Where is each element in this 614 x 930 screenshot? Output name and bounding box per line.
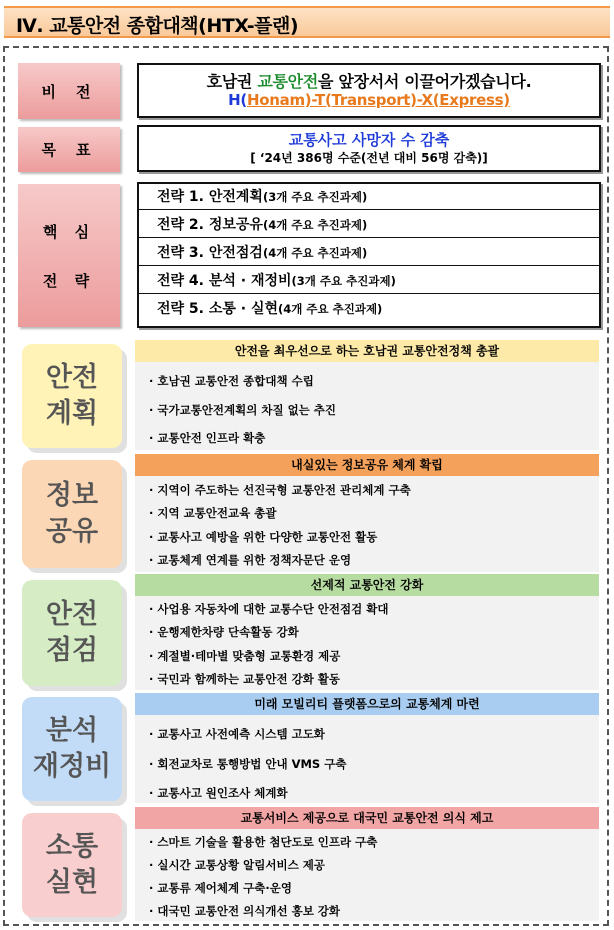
core-strategy-label bbox=[18, 184, 120, 327]
category-safety-inspection bbox=[22, 580, 122, 686]
strategy-count: (3개 주요 추진과제) bbox=[291, 274, 396, 288]
list-item: · 지역이 주도하는 선진국형 교통안전 관리체계 구축 bbox=[149, 483, 411, 497]
list-item: · 국가교통안전계획의 차질 없는 추진 bbox=[149, 403, 337, 417]
category-name-line1: 정보 bbox=[45, 480, 99, 512]
strategy-row bbox=[139, 184, 599, 210]
list-item: · 지역 교통안전교육 총괄 bbox=[149, 506, 277, 520]
list-item: · 교통류 제어체계 구축·운영 bbox=[149, 881, 292, 895]
slogan-h-rest: onam)-T( bbox=[259, 91, 332, 109]
category-name-line2: 공유 bbox=[45, 516, 99, 547]
vision-text-a: 호남권 bbox=[206, 72, 258, 91]
category-name-line1: 분석 bbox=[45, 715, 99, 747]
section-safety-inspection bbox=[135, 574, 599, 690]
goal-label bbox=[18, 127, 120, 172]
section-heading: 안전을 최우선으로 하는 호남권 교통안전정책 총괄 bbox=[135, 340, 599, 362]
list-item: · 교통사고 사전예측 시스템 고도화 bbox=[149, 727, 325, 741]
strategy-count: (3개 주요 추진과제) bbox=[262, 190, 368, 204]
list-item: · 회전교차로 통행방법 안내 VMS 구축 bbox=[149, 757, 347, 771]
list-item: · 교통사고 원인조사 체계화 bbox=[149, 786, 288, 800]
strategy-row bbox=[139, 240, 599, 266]
strategy-box bbox=[137, 182, 601, 328]
section-analysis-reorg bbox=[135, 693, 599, 803]
category-name-line2: 실현 bbox=[45, 867, 99, 898]
section-communication bbox=[135, 807, 599, 921]
strategy-title: 전략 3. 안전점검 bbox=[157, 245, 263, 261]
slogan-t-rest: ransport)-X( bbox=[339, 91, 440, 109]
strategy-count: (4개 주요 추진과제) bbox=[262, 218, 368, 232]
slogan-h-open: H( bbox=[228, 91, 247, 109]
category-name-line2: 계획 bbox=[45, 398, 99, 429]
vision-text-highlight: 교통안전 bbox=[257, 72, 318, 91]
list-item: · 국민과 함께하는 교통안전 강화 활동 bbox=[149, 672, 341, 686]
section-safety-plan bbox=[135, 340, 599, 450]
section-heading: 교통서비스 제공으로 대국민 교통안전 의식 제고 bbox=[135, 807, 599, 829]
title-bar bbox=[4, 6, 610, 38]
vision-slogan bbox=[139, 91, 599, 109]
vision-box bbox=[137, 63, 601, 118]
list-item: · 스마트 기술을 활용한 첨단도로 인프라 구축 bbox=[149, 835, 378, 849]
slogan-h-letter: H bbox=[246, 91, 260, 109]
strategy-count: (4개 주요 추진과제) bbox=[278, 302, 383, 316]
category-analysis-reorg bbox=[22, 697, 122, 801]
vision-text-c: 을 앞장서서 이끌어가겠습니다. bbox=[318, 72, 532, 91]
vision-statement bbox=[139, 69, 599, 92]
category-name-line1: 안전 bbox=[45, 599, 99, 631]
category-name-line1: 소통 bbox=[45, 831, 99, 863]
list-item: · 교통사고 예방을 위한 다양한 교통안전 활동 bbox=[149, 530, 378, 544]
strategy-count: (4개 주요 추진과제) bbox=[262, 246, 368, 260]
strategy-title: 전략 2. 정보공유 bbox=[157, 217, 263, 233]
goal-detail: [ ‘24년 386명 수준(전년 대비 56명 감축)] bbox=[250, 151, 488, 165]
section-heading: 내실있는 정보공유 체계 확립 bbox=[135, 454, 599, 476]
list-item: · 운행제한차량 단속활동 강화 bbox=[149, 625, 299, 639]
strategy-title: 전략 1. 안전계획 bbox=[157, 189, 263, 205]
category-name-line1: 안전 bbox=[45, 362, 99, 394]
strategy-row bbox=[139, 296, 599, 322]
goal-label-char1: 목 bbox=[41, 141, 62, 159]
goal-main: 교통사고 사망자 수 감축 bbox=[288, 131, 450, 149]
strategy-row bbox=[139, 268, 599, 294]
strategy-row bbox=[139, 212, 599, 238]
page-title: Ⅳ. 교통안전 종합대책(HTX-플랜) bbox=[16, 15, 299, 37]
slogan-x-letter: E bbox=[439, 91, 450, 109]
strategy-title: 전략 5. 소통 · 실현 bbox=[157, 301, 279, 317]
section-info-sharing bbox=[135, 454, 599, 572]
core-label-line2: 전 략 bbox=[42, 271, 96, 290]
category-communication bbox=[22, 813, 122, 917]
goal-label-char2: 표 bbox=[76, 141, 97, 159]
category-info-sharing bbox=[22, 460, 122, 568]
section-heading: 미래 모빌리티 플랫폼으로의 교통체계 마련 bbox=[135, 693, 599, 715]
list-item: · 교통체계 연계를 위한 정책자문단 운영 bbox=[149, 553, 352, 567]
slogan-t-letter: T bbox=[331, 91, 340, 109]
category-name-line2: 재정비 bbox=[32, 751, 112, 782]
vision-label-char1: 비 bbox=[41, 82, 62, 101]
list-item: · 대국민 교통안전 의식개선 홍보 강화 bbox=[149, 904, 341, 918]
list-item: · 호남권 교통안전 종합대책 수립 bbox=[149, 374, 314, 388]
slogan-x-rest: xpress) bbox=[449, 91, 510, 109]
core-label-line1: 핵 심 bbox=[42, 222, 96, 241]
strategy-title: 전략 4. 분석 · 재정비 bbox=[157, 273, 292, 289]
list-item: · 실시간 교통상황 알림서비스 제공 bbox=[149, 858, 325, 872]
goal-box bbox=[137, 125, 601, 172]
vision-label-char2: 전 bbox=[76, 82, 97, 101]
list-item: · 교통안전 인프라 확충 bbox=[149, 431, 266, 445]
list-item: · 계절별·테마별 맞춤형 교통환경 제공 bbox=[149, 649, 341, 663]
section-heading: 선제적 교통안전 강화 bbox=[135, 574, 599, 596]
category-name-line2: 점검 bbox=[45, 635, 99, 666]
list-item: · 사업용 자동차에 대한 교통수단 안전점검 확대 bbox=[149, 602, 389, 616]
vision-label bbox=[18, 63, 120, 119]
category-safety-plan bbox=[22, 344, 122, 448]
